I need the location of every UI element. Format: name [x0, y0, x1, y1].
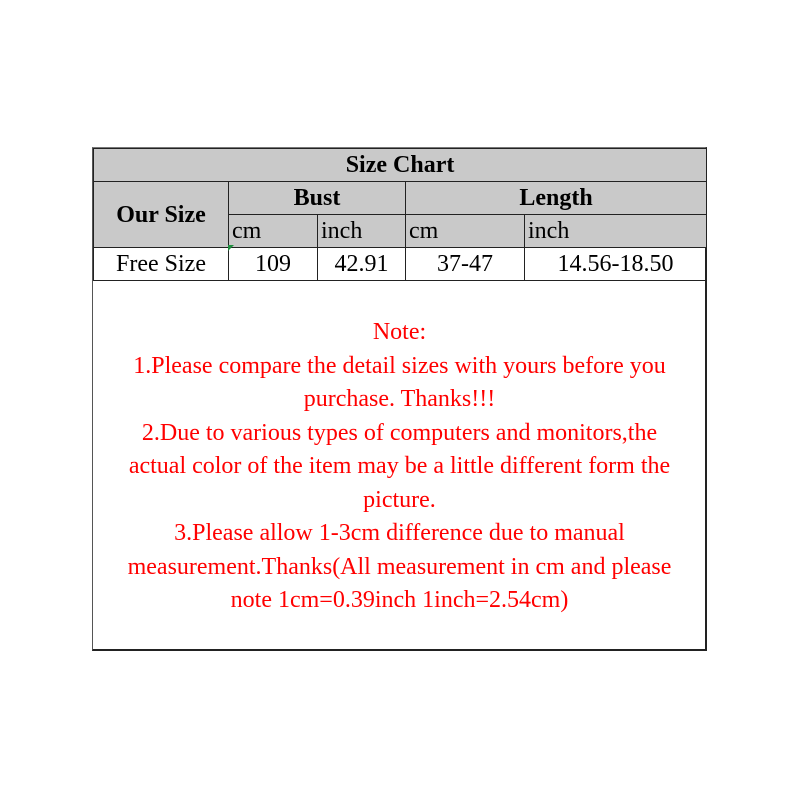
cell-marker-icon — [228, 245, 234, 251]
note-line: measurement.Thanks(All measurement in cm and please — [127, 553, 672, 580]
note-line: picture. — [363, 486, 436, 513]
length-inch-header: inch — [525, 215, 707, 248]
length-cm-header: cm — [406, 215, 525, 248]
size-chart-frame — [92, 147, 707, 651]
table-row — [94, 248, 707, 281]
note-line: Note: — [372, 319, 427, 345]
note-line: actual color of the item may be a little different form the — [128, 453, 671, 479]
note-line: purchase. Thanks!!! — [303, 386, 496, 412]
bust-inch-header: inch — [318, 215, 406, 248]
length-header: Length — [406, 182, 707, 215]
our-size-header: Our Size — [94, 182, 229, 248]
note-line: 2.Due to various types of computers and monitors,the — [141, 419, 658, 446]
note-line: note 1cm=0.39inch 1inch=2.54cm) — [230, 587, 569, 613]
chart-title: Size Chart — [94, 149, 707, 182]
bust-inch-cell: 42.91 — [318, 248, 406, 281]
group-header-row — [94, 182, 707, 215]
size-chart-table — [93, 148, 707, 281]
note-block — [103, 316, 696, 618]
length-cm-cell: 37-47 — [406, 248, 525, 281]
note-line: 3.Please allow 1-3cm difference due to manual — [174, 520, 625, 546]
length-inch-cell: 14.56-18.50 — [525, 248, 707, 281]
bust-header: Bust — [229, 182, 406, 215]
bust-cm-cell: 109 — [229, 248, 318, 281]
bust-cm-header: cm — [229, 215, 318, 248]
title-row — [94, 149, 707, 182]
size-cell: Free Size — [94, 248, 229, 281]
note-line: 1.Please compare the detail sizes with yours before you — [133, 352, 666, 379]
